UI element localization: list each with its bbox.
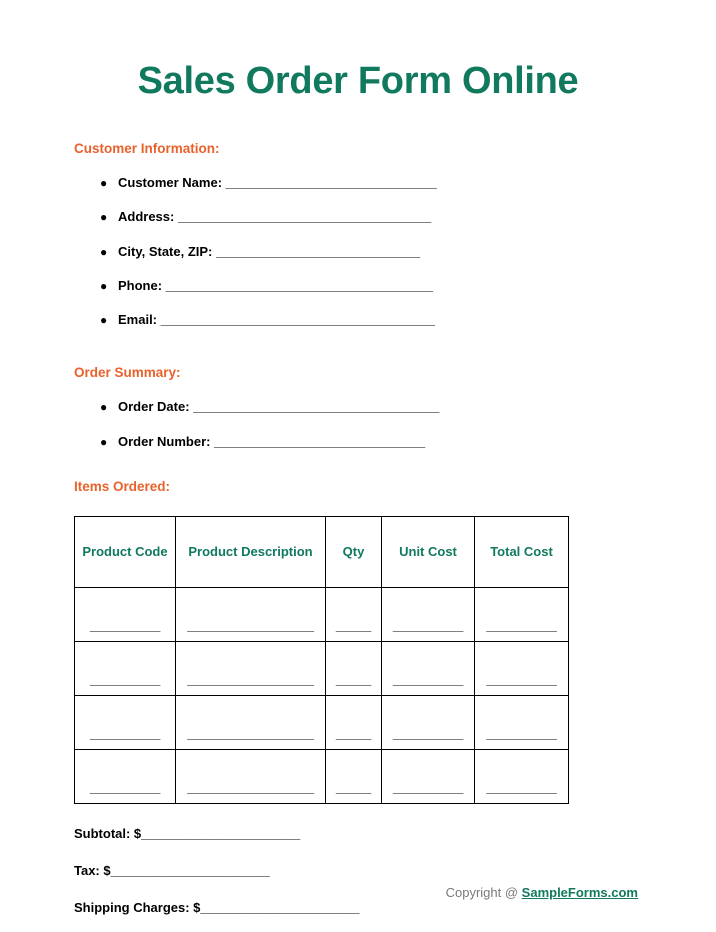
field-blank[interactable]: ___________________________________ xyxy=(193,399,440,415)
column-header-unit-cost: Unit Cost xyxy=(382,517,475,588)
table-row xyxy=(75,588,569,642)
cell-unit-cost[interactable]: __________ xyxy=(382,696,475,750)
list-item xyxy=(74,400,642,414)
bullet-icon: ● xyxy=(100,400,108,415)
cell-qty[interactable]: _____ xyxy=(326,642,382,696)
column-header-product-code: Product Code xyxy=(75,517,176,588)
total-label: Tax: $ xyxy=(74,863,111,879)
page-title: Sales Order Form Online xyxy=(137,60,579,102)
table-row xyxy=(75,750,569,804)
field-label: Address: xyxy=(118,209,175,225)
cell-product-code[interactable]: __________ xyxy=(75,696,176,750)
column-header-product-description: Product Description xyxy=(176,517,326,588)
column-header-total-cost: Total Cost xyxy=(475,517,569,588)
list-item xyxy=(74,210,642,224)
bullet-icon: ● xyxy=(100,313,108,328)
field-label: City, State, ZIP: xyxy=(118,243,213,259)
list-item xyxy=(74,245,642,259)
bullet-icon: ● xyxy=(100,176,108,190)
table-header-row xyxy=(75,517,569,588)
footer-brand-link[interactable]: SampleForms.com xyxy=(521,885,638,900)
field-blank[interactable]: _______________________________________ xyxy=(160,312,435,328)
items-ordered-table xyxy=(74,516,569,804)
field-blank[interactable]: ____________________________________ xyxy=(177,209,432,225)
section-heading-customer-information: Customer Information: xyxy=(74,141,220,156)
order-summary-fields xyxy=(74,400,642,449)
field-label: Order Date: xyxy=(118,399,190,415)
field-label: Email: xyxy=(118,312,158,328)
customer-information-fields xyxy=(74,176,642,327)
totals-section xyxy=(74,826,642,915)
cell-product-code[interactable]: __________ xyxy=(75,588,176,642)
list-item xyxy=(74,435,642,449)
cell-qty[interactable]: _____ xyxy=(326,750,382,804)
document-body xyxy=(0,141,716,915)
field-blank[interactable]: ______________________________ xyxy=(214,433,425,449)
footer xyxy=(446,885,638,900)
field-blank[interactable]: ______________________________________ xyxy=(165,277,433,293)
cell-unit-cost[interactable]: __________ xyxy=(382,588,475,642)
cell-unit-cost[interactable]: __________ xyxy=(382,642,475,696)
table-row xyxy=(75,696,569,750)
section-heading-items-ordered: Items Ordered: xyxy=(74,479,171,495)
list-item xyxy=(74,313,642,327)
field-label: Customer Name: xyxy=(118,175,223,190)
column-header-qty: Qty xyxy=(326,517,382,588)
list-item xyxy=(74,176,642,190)
bullet-icon: ● xyxy=(100,210,108,225)
cell-product-description[interactable]: __________________ xyxy=(176,642,326,696)
field-label: Order Number: xyxy=(118,433,211,449)
cell-product-code[interactable]: __________ xyxy=(75,642,176,696)
bullet-icon: ● xyxy=(100,278,108,293)
total-row-tax xyxy=(74,863,642,878)
total-row-shipping-charges xyxy=(74,900,642,915)
total-label: Shipping Charges: $ xyxy=(74,900,201,916)
bullet-icon: ● xyxy=(100,434,108,449)
list-item xyxy=(74,279,642,293)
cell-product-description[interactable]: __________________ xyxy=(176,588,326,642)
cell-total-cost[interactable]: __________ xyxy=(475,750,569,804)
total-row-subtotal xyxy=(74,826,642,841)
table-row xyxy=(75,642,569,696)
cell-product-code[interactable]: __________ xyxy=(75,750,176,804)
cell-total-cost[interactable]: __________ xyxy=(475,696,569,750)
field-label: Phone: xyxy=(118,277,163,293)
bullet-icon: ● xyxy=(100,244,108,259)
field-blank[interactable]: ______________________________ xyxy=(225,175,437,190)
total-blank[interactable]: ______________________ xyxy=(200,900,360,916)
footer-copyright-text: Copyright @ xyxy=(445,885,522,900)
total-label: Subtotal: $ xyxy=(74,826,142,842)
cell-total-cost[interactable]: __________ xyxy=(475,588,569,642)
cell-qty[interactable]: _____ xyxy=(326,588,382,642)
cell-product-description[interactable]: __________________ xyxy=(176,750,326,804)
cell-unit-cost[interactable]: __________ xyxy=(382,750,475,804)
cell-qty[interactable]: _____ xyxy=(326,696,382,750)
total-blank[interactable]: ______________________ xyxy=(141,826,301,842)
cell-total-cost[interactable]: __________ xyxy=(475,642,569,696)
cell-product-description[interactable]: __________________ xyxy=(176,696,326,750)
total-blank[interactable]: ______________________ xyxy=(110,863,270,879)
section-heading-order-summary: Order Summary: xyxy=(74,365,181,381)
field-blank[interactable]: _____________________________ xyxy=(216,243,420,259)
